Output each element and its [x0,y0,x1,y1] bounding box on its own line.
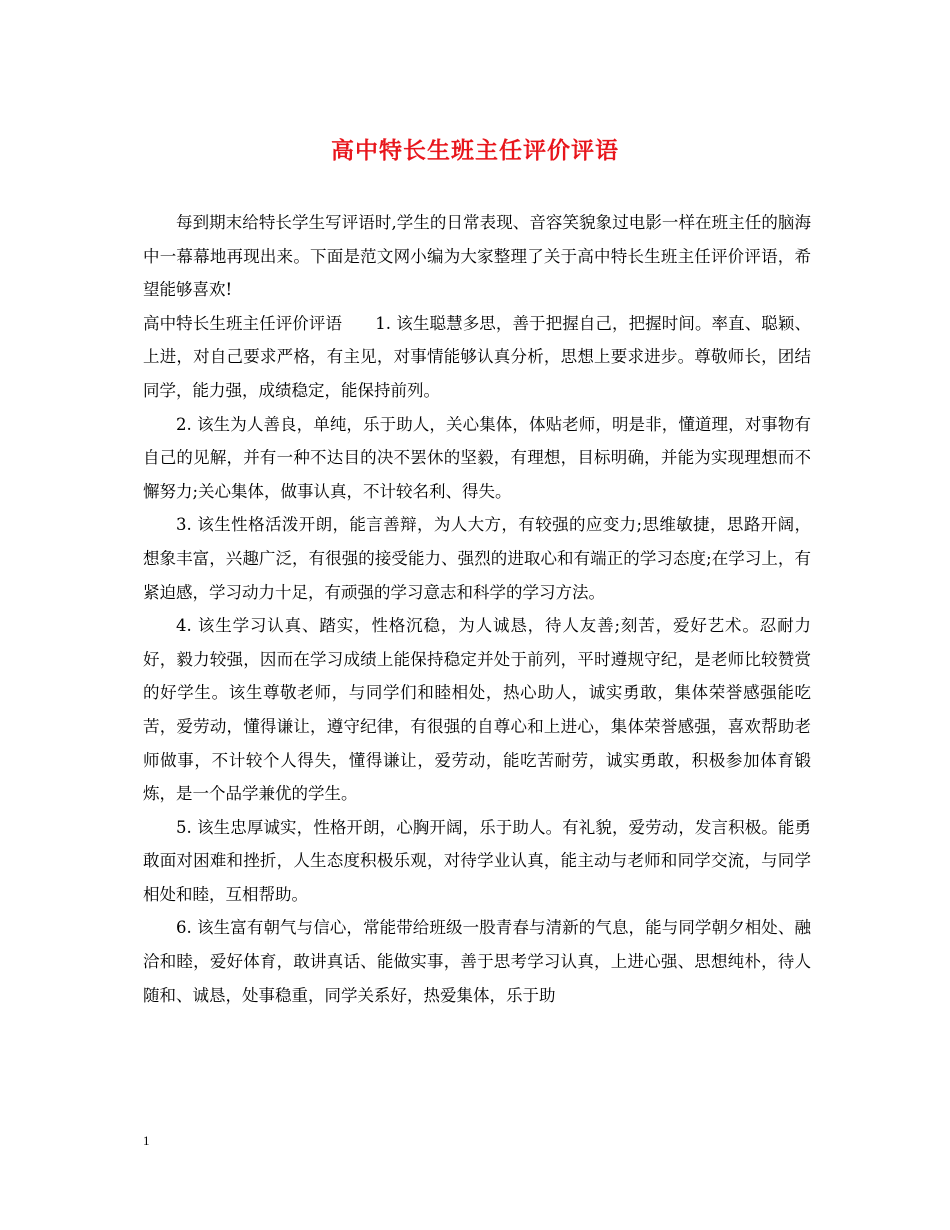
paragraph-6: 6. 该生富有朝气与信心，常能带给班级一股青春与清新的气息，能与同学朝夕相处、融洽和睦，爱好体育，敢讲真话、能做实事，善于思考学习认真，上进心强、思想纯朴，待人随和、诚恳，处事稳重，同学关系好，热爱集体，乐于助 [143,918,811,1005]
paragraph-intro: 每到期末给特长学生写评语时,学生的日常表现、音容笑貌象过电影一样在班主任的脑海中一幕幕地再现出来。下面是范文网小编为大家整理了关于高中特长生班主任评价评语，希望能够喜欢! [143,213,811,300]
paragraph-1: 高中特长生班主任评价评语 1. 该生聪慧多思，善于把握自己，把握时间。率直、聪颖、上进，对自己要求严格，有主见，对事情能够认真分析，思想上要求进步。尊敬师长，团结同学，能力强，成绩稳定，能保持前列。 [143,313,811,400]
document-title: 高中特长生班主任评价评语 [331,137,619,164]
document-body [143,206,811,1012]
paragraph-5: 5. 该生忠厚诚实，性格开朗，心胸开阔，乐于助人。有礼貌，爱劳动，发言积极。能勇敢面对困难和挫折，人生态度积极乐观，对待学业认真，能主动与老师和同学交流，与同学相处和睦，互相帮助。 [143,817,811,904]
page-number: 1 [143,1133,150,1148]
paragraph-4: 4. 该生学习认真、踏实，性格沉稳，为人诚恳，待人友善;刻苦，爱好艺术。忍耐力好，毅力较强，因而在学习成绩上能保持稳定并处于前列，平时遵规守纪，是老师比较赞赏的好学生。该生尊敬老师，与同学们和睦相处，热心助人，诚实勇敢，集体荣誉感强能吃苦，爱劳动，懂得谦让，遵守纪律，有很强的自尊心和上进心，集体荣誉感强，喜欢帮助老师做事，不计较个人得失，懂得谦让，爱劳动，能吃苦耐劳，诚实勇敢，积极参加体育锻炼，是一个品学兼优的学生。 [143,616,811,804]
paragraph-3: 3. 该生性格活泼开朗，能言善辩，为人大方，有较强的应变力;思维敏捷，思路开阔，想象丰富，兴趣广泛，有很强的接受能力、强烈的进取心和有端正的学习态度;在学习上，有紧迫感，学习动力十足，有顽强的学习意志和科学的学习方法。 [143,515,811,602]
paragraph-2: 2. 该生为人善良，单纯，乐于助人，关心集体，体贴老师，明是非，懂道理，对事物有自己的见解，并有一种不达目的决不罢休的坚毅，有理想，目标明确，并能为实现理想而不懈努力;关心集体，做事认真，不计较名利、得失。 [143,414,811,501]
